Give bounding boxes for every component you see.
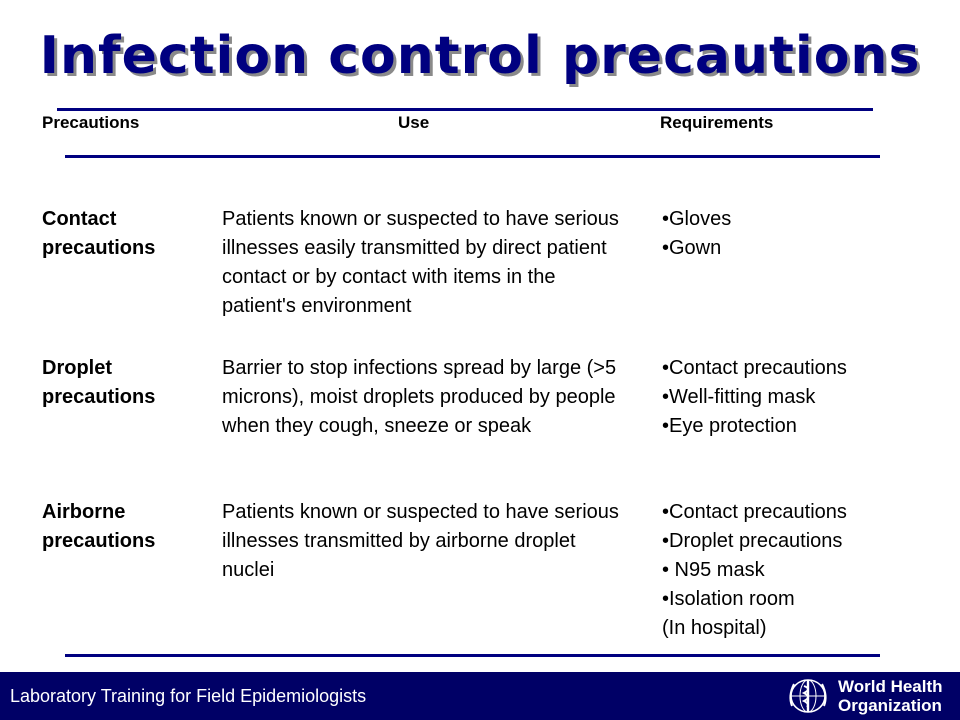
row-contact-requirements [662,205,922,263]
column-header-requirements: Requirements [660,113,774,132]
precaution-name-line: precautions [42,386,156,408]
row-airborne-use: Patients known or suspected to have serious illnesses transmitted by airborne droplet nuclei [222,501,619,581]
slide-title: Infection control precautions [39,26,921,86]
precaution-name-line: Airborne [42,501,126,523]
who-emblem-icon [786,676,830,716]
requirement-item: •Gown [662,237,722,259]
requirement-item: •Contact precautions [662,357,847,379]
header-top-rule [57,108,873,111]
requirement-item: •Droplet precautions [662,530,843,552]
precaution-name-line: precautions [42,237,156,259]
who-logo-line: Organization [838,696,942,715]
column-header-use: Use [398,113,430,132]
requirement-item: •Gloves [662,208,732,230]
table-bottom-rule [65,654,880,657]
precaution-name-line: Droplet [42,357,112,379]
requirement-item: •Contact precautions [662,501,847,523]
who-logo-line: World Health [838,677,943,696]
who-logo-text [838,677,943,715]
requirement-item: •Eye protection [662,415,797,437]
row-contact-use: Patients known or suspected to have serious illnesses easily transmitted by direct patient contact or by contact with items in the patient's environment [222,208,619,317]
column-header-precautions: Precautions [42,113,140,132]
requirement-item: (In hospital) [662,617,767,639]
precaution-name-line: precautions [42,530,156,552]
row-droplet-requirements [662,354,922,441]
requirement-item: • N95 mask [662,559,765,581]
header-bottom-rule [65,155,880,158]
row-droplet-use: Barrier to stop infections spread by large (>5 microns), moist droplets produced by people when they cough, sneeze or speak [222,357,617,437]
row-contact-precaution [42,205,212,263]
footer-text: Laboratory Training for Field Epidemiologists [10,686,367,706]
precaution-name-line: Contact [42,208,117,230]
row-droplet-precaution [42,354,212,412]
requirement-item: •Isolation room [662,588,795,610]
footer-bar [0,672,960,720]
row-airborne-requirements [662,498,922,643]
row-airborne-precaution [42,498,212,556]
requirement-item: •Well-fitting mask [662,386,816,408]
